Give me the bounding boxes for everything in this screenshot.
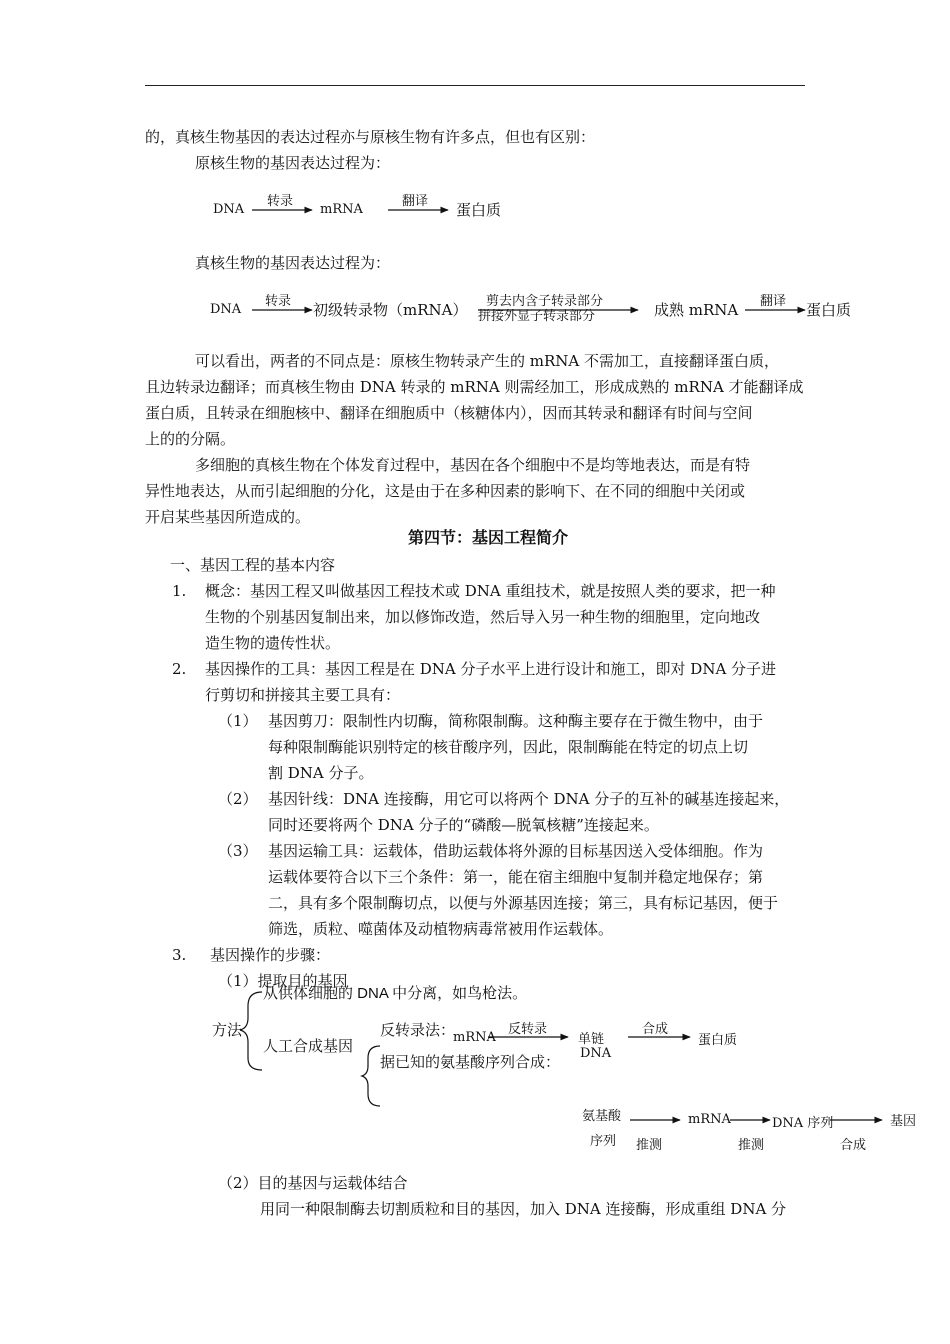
para1-line3: 蛋白质，且转录在细胞核中、翻译在细胞质中（核糖体内），因而其转录和翻译有时间与空间 — [145, 404, 753, 422]
tool1-line2: 每种限制酶能识别特定的核苷酸序列，因此，限制酶能在特定的切点上切 — [268, 738, 749, 756]
prokaryote-label: 原核生物的基因表达过程为： — [195, 154, 391, 172]
aa-flow-gene: 基因 — [890, 1114, 917, 1129]
item1-num: 1. — [172, 582, 187, 600]
aa-flow-arr2: 推测 — [738, 1138, 765, 1153]
syn-arrow-label: 合成 — [642, 1022, 669, 1037]
tool2-line2: 同时还要将两个 DNA 分子的“磷酸—脱氧核糖”连接起来。 — [268, 816, 659, 834]
euk-primary: 初级转录物（mRNA） — [313, 301, 468, 319]
synthesis-brace — [362, 1046, 380, 1106]
method-label: 方法 — [212, 1021, 243, 1039]
aa-flow-a2: 序列 — [590, 1134, 617, 1149]
item1-line1: 概念：基因工程又叫做基因工程技术或 DNA 重组技术，就是按照人类的要求，把一种 — [205, 582, 776, 600]
aa-flow-a1: 氨基酸 — [582, 1109, 622, 1124]
item3-text: 基因操作的步骤： — [210, 946, 331, 964]
euk-protein: 蛋白质 — [806, 301, 852, 319]
item2-line1: 基因操作的工具：基因工程是在 DNA 分子水平上进行设计和施工，即对 DNA 分子进 — [205, 660, 777, 678]
ss-dna-line2: DNA — [580, 1046, 612, 1061]
rt-mrna: mRNA — [453, 1030, 496, 1045]
tool3-line4: 筛选，质粒、噬菌体及动植物病毒常被用作运载体。 — [268, 920, 614, 938]
item3-num: 3. — [172, 946, 187, 964]
method-brace — [240, 992, 262, 1070]
tool3-line1: 基因运输工具：运载体，借助运载体将外源的目标基因送入受体细胞。作为 — [268, 842, 764, 860]
part1-heading: 一、基因工程的基本内容 — [170, 556, 336, 574]
tool3-line3: 二，具有多个限制酶切点，以便与外源基因连接；第三，具有标记基因，便于 — [268, 894, 779, 912]
tool2-num: （2） — [218, 790, 258, 808]
sub2-heading: （2）目的基因与运载体结合 — [218, 1174, 408, 1192]
ss-dna-line1: 单链 — [578, 1032, 605, 1047]
euk-step2a: 剪去内含子转录部分 — [486, 294, 604, 309]
prok-step2: 翻译 — [402, 194, 429, 209]
euk-step3: 翻译 — [760, 294, 787, 309]
rt-protein: 蛋白质 — [698, 1033, 738, 1048]
aa-flow-arr3: 合成 — [840, 1138, 867, 1153]
euk-dna: DNA — [210, 302, 242, 317]
tool3-line2: 运载体要符合以下三个条件：第一，能在宿主细胞中复制并稳定地保存；第 — [268, 868, 764, 886]
rt-arrow-label: 反转录 — [508, 1022, 548, 1037]
para1-line1: 可以看出，两者的不同点是：原核生物转录产生的 mRNA 不需加工，直接翻译蛋白质， — [195, 352, 780, 370]
method-opt2: 人工合成基因 — [263, 1037, 354, 1055]
euk-mature: 成熟 mRNA — [654, 301, 739, 319]
prok-step1: 转录 — [267, 194, 294, 209]
tool1-line1: 基因剪刀：限制性内切酶，简称限制酶。这种酶主要存在于微生物中，由于 — [268, 712, 764, 730]
prok-protein: 蛋白质 — [456, 201, 502, 219]
tool1-num: （1） — [218, 712, 258, 730]
para2-line1: 多细胞的真核生物在个体发育过程中，基因在各个细胞中不是均等地表达，而是有特 — [195, 456, 751, 474]
section-title: 第四节：基因工程简介 — [408, 528, 569, 547]
intro-line: 的，真核生物基因的表达过程亦与原核生物有许多点，但也有区别： — [145, 128, 596, 146]
para2-line3: 开启某些基因所造成的。 — [145, 508, 311, 526]
item2-num: 2. — [172, 660, 187, 678]
method-opt1: 从供体细胞的 DNA 中分离，如鸟枪法。 — [263, 985, 528, 1002]
item1-line3: 造生物的遗传性状。 — [205, 634, 341, 652]
prok-mrna: mRNA — [320, 202, 363, 217]
aa-flow-mrna: mRNA — [688, 1112, 731, 1127]
tool2-line1: 基因针线：DNA 连接酶，用它可以将两个 DNA 分子的互补的碱基连接起来， — [268, 790, 790, 808]
eukaryote-label: 真核生物的基因表达过程为： — [195, 254, 391, 272]
euk-step2b: 拼接外显子转录部分 — [478, 309, 596, 324]
para1-line2: 且边转录边翻译；而真核生物由 DNA 转录的 mRNA 则需经加工，形成成熟的 mRNA 才能翻译成 — [145, 378, 804, 396]
tool1-line3: 割 DNA 分子。 — [268, 764, 374, 782]
euk-step1: 转录 — [265, 294, 292, 309]
aa-flow-arr1: 推测 — [636, 1138, 663, 1153]
rt-label: 反转录法： — [380, 1021, 456, 1039]
prok-dna: DNA — [213, 202, 245, 217]
para1-line4: 上的的分隔。 — [145, 430, 236, 448]
para2-line2: 异性地表达，从而引起细胞的分化，这是由于在多种因素的影响下、在不同的细胞中关闭或 — [145, 482, 746, 500]
tool3-num: （3） — [218, 842, 258, 860]
item1-line2: 生物的个别基因复制出来，加以修饰改造，然后导入另一种生物的细胞里，定向地改 — [205, 608, 761, 626]
last-line: 用同一种限制酶去切割质粒和目的基因，加入 DNA 连接酶，形成重组 DNA 分 — [260, 1200, 787, 1218]
aa-flow-dna: DNA 序列 — [772, 1116, 834, 1131]
aa-label: 据已知的氨基酸序列合成： — [380, 1053, 561, 1071]
item2-line2: 行剪切和拼接其主要工具有： — [205, 686, 401, 704]
item3-sub1: （1）提取目的基因 — [218, 972, 348, 990]
